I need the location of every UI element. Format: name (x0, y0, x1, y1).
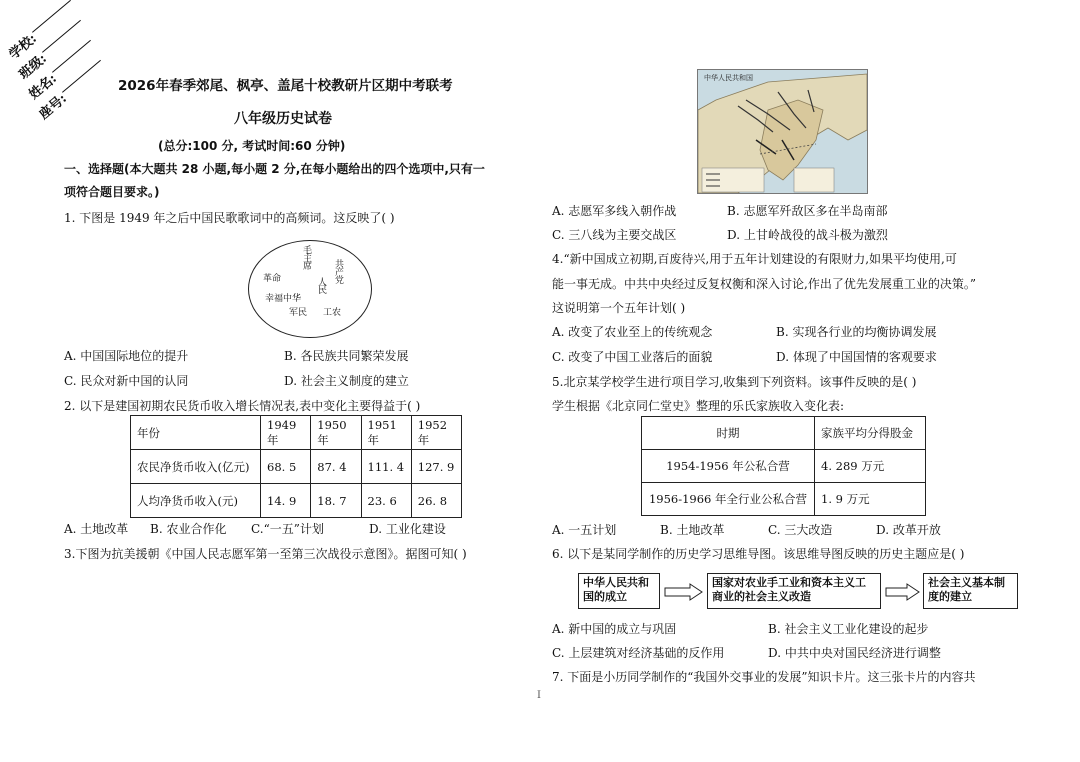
q2-option-d[interactable]: D. 工业化建设 (369, 522, 446, 536)
q6-option-d[interactable]: D. 中共中央对国民经济进行调整 (768, 646, 941, 660)
q1-option-a[interactable]: A. 中国国际地位的提升 (64, 349, 189, 363)
q2-cell: 人均净货币收入(元) (131, 484, 261, 518)
seat-line[interactable] (62, 60, 101, 93)
word-mao: 毛主席 (301, 245, 311, 269)
q5-option-d[interactable]: D. 改革开放 (876, 523, 941, 537)
q1-option-d[interactable]: D. 社会主义制度的建立 (284, 374, 409, 388)
q2-stem: 2. 以下是建国初期农民货币收入增长情况表,表中变化主要得益于( ) (64, 399, 421, 413)
q5-cell: 1. 9 万元 (815, 483, 926, 516)
q2-option-b[interactable]: B. 农业合作化 (150, 522, 227, 536)
map-graphic (698, 70, 867, 193)
mindmap-box-3: 社会主义基本制度的建立 (923, 573, 1018, 609)
q2-cell: 18. 7 (311, 484, 361, 518)
q2-cell: 127. 9 (411, 450, 461, 484)
word-rm: 人民 (316, 277, 326, 293)
q5-header-cell: 家族平均分得股金 (815, 417, 926, 450)
q2-header-cell: 1952 年 (411, 416, 461, 450)
q4-option-b[interactable]: B. 实现各行业的均衡协调发展 (776, 325, 937, 339)
q3-stem: 3.下图为抗美援朝《中国人民志愿军第一至第三次战役示意图》。据图可知( ) (64, 547, 467, 561)
section-heading-2: 项符合题目要求。) (64, 185, 160, 199)
q6-option-b[interactable]: B. 社会主义工业化建设的起步 (768, 622, 929, 636)
q4-line3: 这说明第一个五年计划( ) (552, 301, 686, 315)
q5-option-b[interactable]: B. 土地改革 (660, 523, 725, 537)
q2-table (130, 415, 462, 518)
seat-label: 座号: (36, 91, 70, 123)
q2-header-cell: 1950 年 (311, 416, 361, 450)
word-cloud-oval (248, 240, 372, 338)
exam-title: 2026年春季郊尾、枫亭、盖尾十校教研片区期中考联考 (118, 78, 453, 94)
arrow-right-icon (885, 583, 921, 601)
q5-table (641, 416, 926, 516)
q3-option-b[interactable]: B. 志愿军歼敌区多在半岛南部 (727, 204, 888, 218)
word-jm: 军民 (289, 308, 308, 318)
q5-cell: 1956-1966 年全行业公私合营 (642, 483, 815, 516)
q2-cell: 87. 4 (311, 450, 361, 484)
q6-stem: 6. 以下是某同学制作的历史学习思维导图。该思维导图反映的历史主题应是( ) (552, 547, 965, 561)
word-gcd: 共产党 (333, 259, 343, 283)
q2-cell: 26. 8 (411, 484, 461, 518)
page-mark: I (537, 690, 541, 701)
q4-option-a[interactable]: A. 改变了农业至上的传统观念 (552, 325, 713, 339)
q4-option-c[interactable]: C. 改变了中国工业落后的面貌 (552, 350, 713, 364)
q2-header-cell: 年份 (131, 416, 261, 450)
class-label: 班级: (16, 51, 50, 83)
school-label: 学校: (6, 31, 40, 63)
q2-header-cell: 1951 年 (361, 416, 411, 450)
q2-option-a[interactable]: A. 土地改革 (64, 522, 129, 536)
section-heading: 一、选择题(本大题共 28 小题,每小题 2 分,在每小题给出的四个选项中,只有一 (64, 162, 485, 176)
q2-cell: 23. 6 (361, 484, 411, 518)
q5-cell: 4. 289 万元 (815, 450, 926, 483)
q2-header-cell: 1949 年 (261, 416, 311, 450)
word-gn: 工农 (323, 308, 342, 318)
word-xf: 幸福中华 (265, 294, 302, 304)
q1-option-c[interactable]: C. 民众对新中国的认同 (64, 374, 189, 388)
school-line[interactable] (32, 0, 71, 33)
q3-option-c[interactable]: C. 三八线为主要交战区 (552, 228, 677, 242)
q2-option-c[interactable]: C.“一五”计划 (251, 522, 324, 536)
class-line[interactable] (42, 20, 81, 53)
name-line[interactable] (52, 40, 91, 73)
arrow-right-icon (664, 583, 704, 601)
map-title: 中华人民共和国 (704, 74, 753, 82)
mindmap-box-2: 国家对农业手工业和资本主义工商业的社会主义改造 (707, 573, 881, 609)
q4-option-d[interactable]: D. 体现了中国国情的客观要求 (776, 350, 937, 364)
q1-option-b[interactable]: B. 各民族共同繁荣发展 (284, 349, 409, 363)
q2-cell: 14. 9 (261, 484, 311, 518)
q5-option-c[interactable]: C. 三大改造 (768, 523, 833, 537)
q5-option-a[interactable]: A. 一五计划 (552, 523, 617, 537)
exam-meta: (总分:100 分, 考试时间:60 分钟) (158, 139, 346, 153)
mindmap-box-1: 中华人民共和国的成立 (578, 573, 660, 609)
q4-line2: 能一事无成。中共中央经过反复权衡和深入讨论,作出了优先发展重工业的决策。” (552, 277, 976, 291)
q5-stem: 5.北京某学校学生进行项目学习,收集到下列资料。该事件反映的是( ) (552, 375, 917, 389)
exam-subtitle: 八年级历史试卷 (234, 111, 332, 127)
q2-cell: 68. 5 (261, 450, 311, 484)
word-gm: 革命 (263, 274, 282, 284)
q7-stem: 7. 下面是小历同学制作的“我国外交事业的发展”知识卡片。这三张卡片的内容共 (552, 670, 976, 684)
q2-cell: 农民净货币收入(亿元) (131, 450, 261, 484)
q3-option-a[interactable]: A. 志愿军多线入朝作战 (552, 204, 677, 218)
name-label: 姓名: (26, 71, 60, 103)
student-info-block (2, 18, 122, 123)
q2-cell: 111. 4 (361, 450, 411, 484)
battle-map-image (697, 69, 868, 194)
q4-line1: 4.“新中国成立初期,百废待兴,用于五年计划建设的有限财力,如果平均使用,可 (552, 252, 957, 266)
q6-option-a[interactable]: A. 新中国的成立与巩固 (552, 622, 677, 636)
q5-intro: 学生根据《北京同仁堂史》整理的乐氏家族收入变化表: (552, 399, 845, 413)
q5-header-cell: 时期 (642, 417, 815, 450)
q1-stem: 1. 下图是 1949 年之后中国民歌歌词中的高频词。这反映了( ) (64, 211, 395, 225)
q6-option-c[interactable]: C. 上层建筑对经济基础的反作用 (552, 646, 725, 660)
q5-cell: 1954-1956 年公私合营 (642, 450, 815, 483)
q3-option-d[interactable]: D. 上甘岭战役的战斗极为激烈 (727, 228, 888, 242)
